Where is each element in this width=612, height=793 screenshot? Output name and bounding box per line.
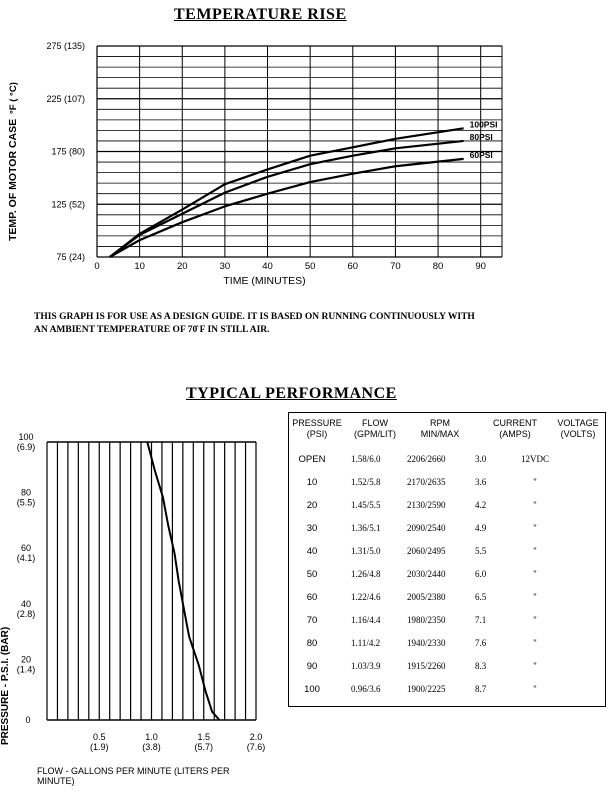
- table-row: [289, 661, 607, 675]
- flow-y-tick-sublabel: (2.8): [16, 608, 36, 619]
- cell-current: 5.5: [475, 546, 487, 556]
- cell-pressure: 20: [306, 500, 318, 511]
- temperature-rise-chart: [0, 28, 612, 290]
- temp-y-tick-label: 275 (135): [46, 41, 85, 51]
- cell-pressure: 90: [306, 661, 318, 672]
- cell-pressure: 60: [306, 592, 318, 603]
- cell-pressure: 50: [306, 569, 318, 580]
- temp-x-tick-label: 60: [347, 261, 359, 272]
- cell-voltage: ": [533, 661, 537, 671]
- temp-y-tick-label: 125 (52): [51, 199, 85, 210]
- performance-table: [288, 412, 606, 707]
- cell-current: 4.2: [475, 500, 487, 510]
- cell-current: 6.0: [475, 569, 487, 579]
- table-row: [289, 477, 607, 491]
- temp-x-tick-label: 30: [219, 261, 231, 272]
- cell-rpm: 1900/2225: [407, 684, 446, 694]
- temp-x-tick-label: 70: [390, 261, 401, 272]
- table-row: [289, 684, 607, 698]
- cell-rpm: 2206/2660: [407, 454, 446, 464]
- cell-rpm: 2005/2380: [407, 592, 446, 602]
- cell-flow: 1.16/4.4: [351, 615, 381, 625]
- cell-rpm: 1915/2260: [407, 661, 446, 671]
- cell-pressure: 40: [306, 546, 318, 557]
- flow-chart-grid: [47, 442, 256, 720]
- series-label-100psi: 100PSI: [469, 119, 498, 130]
- series-line-60psi: [110, 159, 464, 257]
- temp-y-axis-label: TEMP. OF MOTOR CASE: [7, 118, 19, 241]
- design-guide-note-line2: AN AMBIENT TEMPERATURE OF 70̂ F IN STILL AIR.: [34, 325, 270, 335]
- flow-x-axis-label-line1: FLOW - GALLONS PER MINUTE (LITERS PER: [37, 766, 230, 776]
- flow-y-tick-sublabel: (5.5): [16, 497, 36, 508]
- cell-current: 4.9: [475, 523, 487, 533]
- table-row: [289, 546, 607, 560]
- temp-x-axis-label: TIME (MINUTES): [223, 275, 306, 287]
- cell-rpm: 1940/2330: [407, 638, 446, 648]
- table-row: [289, 592, 607, 606]
- cell-rpm: 2170/2635: [407, 477, 446, 487]
- cell-flow: 1.52/5.8: [351, 477, 381, 487]
- temp-x-tick-label: 0: [94, 261, 100, 272]
- cell-voltage: ": [533, 500, 537, 510]
- cell-flow: 1.26/4.8: [351, 569, 381, 579]
- cell-voltage: ": [533, 546, 537, 556]
- cell-rpm: 2130/2590: [407, 500, 446, 510]
- flow-y-tick-label: 100: [18, 432, 34, 442]
- table-row: [289, 638, 607, 652]
- cell-voltage: ": [533, 569, 537, 579]
- cell-pressure: 70: [306, 615, 318, 626]
- header-current: CURRENT (AMPS): [493, 418, 537, 439]
- flow-y-tick-label: 60: [20, 543, 32, 554]
- temp-x-tick-label: 90: [475, 261, 486, 272]
- cell-flow: 1.11/4.2: [351, 638, 381, 648]
- cell-voltage: ": [533, 477, 537, 487]
- cell-pressure: 10: [306, 477, 318, 488]
- cell-rpm: 2060/2495: [407, 546, 446, 556]
- cell-rpm: 2030/2440: [407, 569, 446, 579]
- cell-voltage: ": [533, 638, 537, 648]
- cell-voltage: ": [533, 592, 537, 602]
- flow-y-tick-label: 80: [20, 487, 32, 498]
- cell-flow: 1.03/3.9: [351, 661, 381, 671]
- cell-current: 3.0: [475, 454, 487, 464]
- flow-x-tick-sublabel: (7.6): [246, 742, 266, 752]
- cell-flow: 1.36/5.1: [351, 523, 381, 533]
- temp-y-tick-label: 225 (107): [46, 93, 85, 104]
- table-row: [289, 454, 607, 468]
- cell-voltage: ": [533, 523, 537, 533]
- temp-y-axis-unit: °F ( °C): [8, 82, 19, 114]
- table-row: [289, 569, 607, 583]
- flow-x-tick-label: 2.0: [249, 732, 263, 742]
- cell-flow: 1.45/5.5: [351, 500, 381, 510]
- temp-x-tick-label: 20: [176, 261, 188, 272]
- cell-flow: 0.96/3.6: [351, 684, 381, 694]
- cell-flow: 1.58/6.0: [351, 454, 381, 464]
- cell-voltage: ": [533, 615, 537, 625]
- design-guide-note-line1: THIS GRAPH IS FOR USE AS A DESIGN GUIDE. IT IS BASED ON RUNNING CONTINUOUSLY WITH: [34, 312, 475, 322]
- temp-x-tick-label: 10: [134, 261, 145, 272]
- flow-x-tick-label: 1.0: [145, 732, 158, 742]
- header-voltage: VOLTAGE (VOLTS): [557, 418, 599, 439]
- flow-y-tick-label: 20: [20, 654, 32, 665]
- flow-pressure-chart: [0, 405, 290, 793]
- temp-chart-series: [110, 128, 464, 257]
- cell-flow: 1.22/4.6: [351, 592, 381, 602]
- cell-pressure: OPEN: [298, 454, 326, 465]
- flow-y-tick-label: 40: [20, 598, 32, 609]
- cell-voltage: 12VDC: [520, 454, 549, 464]
- flow-y-tick-sublabel: (4.1): [16, 553, 36, 564]
- cell-current: 6.5: [475, 592, 487, 602]
- temperature-rise-title: TEMPERATURE RISE: [174, 6, 347, 23]
- temp-x-tick-label: 40: [262, 261, 273, 272]
- flow-y-tick-label: 0: [25, 715, 31, 725]
- series-line-80psi: [110, 141, 464, 257]
- cell-pressure: 100: [304, 684, 320, 695]
- table-row: [289, 615, 607, 629]
- cell-pressure: 30: [306, 523, 318, 534]
- flow-x-tick-label: 0.5: [92, 732, 106, 742]
- cell-current: 7.1: [475, 615, 487, 625]
- table-row: [289, 523, 607, 537]
- temp-y-tick-label: 175 (80): [51, 146, 85, 157]
- typical-performance-title: TYPICAL PERFORMANCE: [186, 385, 397, 402]
- temp-x-tick-label: 80: [432, 261, 444, 272]
- cell-pressure: 80: [306, 638, 318, 649]
- cell-current: 7.6: [475, 638, 487, 648]
- flow-y-tick-sublabel: (6.9): [16, 442, 36, 452]
- cell-rpm: 2090/2540: [407, 523, 446, 533]
- series-label-80psi: 80PSI: [469, 131, 493, 142]
- flow-x-tick-label: 1.5: [197, 732, 211, 742]
- cell-current: 3.6: [475, 477, 487, 487]
- cell-current: 8.3: [475, 661, 487, 671]
- flow-x-tick-sublabel: (5.7): [194, 742, 214, 752]
- header-rpm: RPM MIN/MAX: [420, 418, 460, 439]
- cell-flow: 1.31/5.0: [351, 546, 381, 556]
- header-flow: FLOW (GPM/LIT): [354, 418, 396, 439]
- flow-x-tick-sublabel: (3.8): [142, 742, 161, 752]
- series-label-60psi: 60PSI: [469, 149, 493, 160]
- design-guide-note: [34, 311, 475, 337]
- temp-x-tick-label: 50: [304, 261, 316, 272]
- cell-voltage: ": [533, 684, 537, 694]
- table-row: [289, 500, 607, 514]
- temp-y-tick-label: 75 (24): [56, 252, 85, 262]
- flow-y-axis-label: PRESSURE - P.S.I. (BAR): [0, 626, 11, 745]
- flow-x-tick-sublabel: (1.9): [89, 742, 109, 752]
- flow-y-tick-sublabel: (1.4): [16, 664, 36, 675]
- header-pressure: PRESSURE (PSI): [292, 418, 342, 439]
- flow-chart-labels: [0, 432, 265, 786]
- flow-x-axis-label-line2: MINUTE): [37, 776, 75, 786]
- cell-rpm: 1980/2350: [407, 615, 446, 625]
- cell-current: 8.7: [475, 684, 487, 694]
